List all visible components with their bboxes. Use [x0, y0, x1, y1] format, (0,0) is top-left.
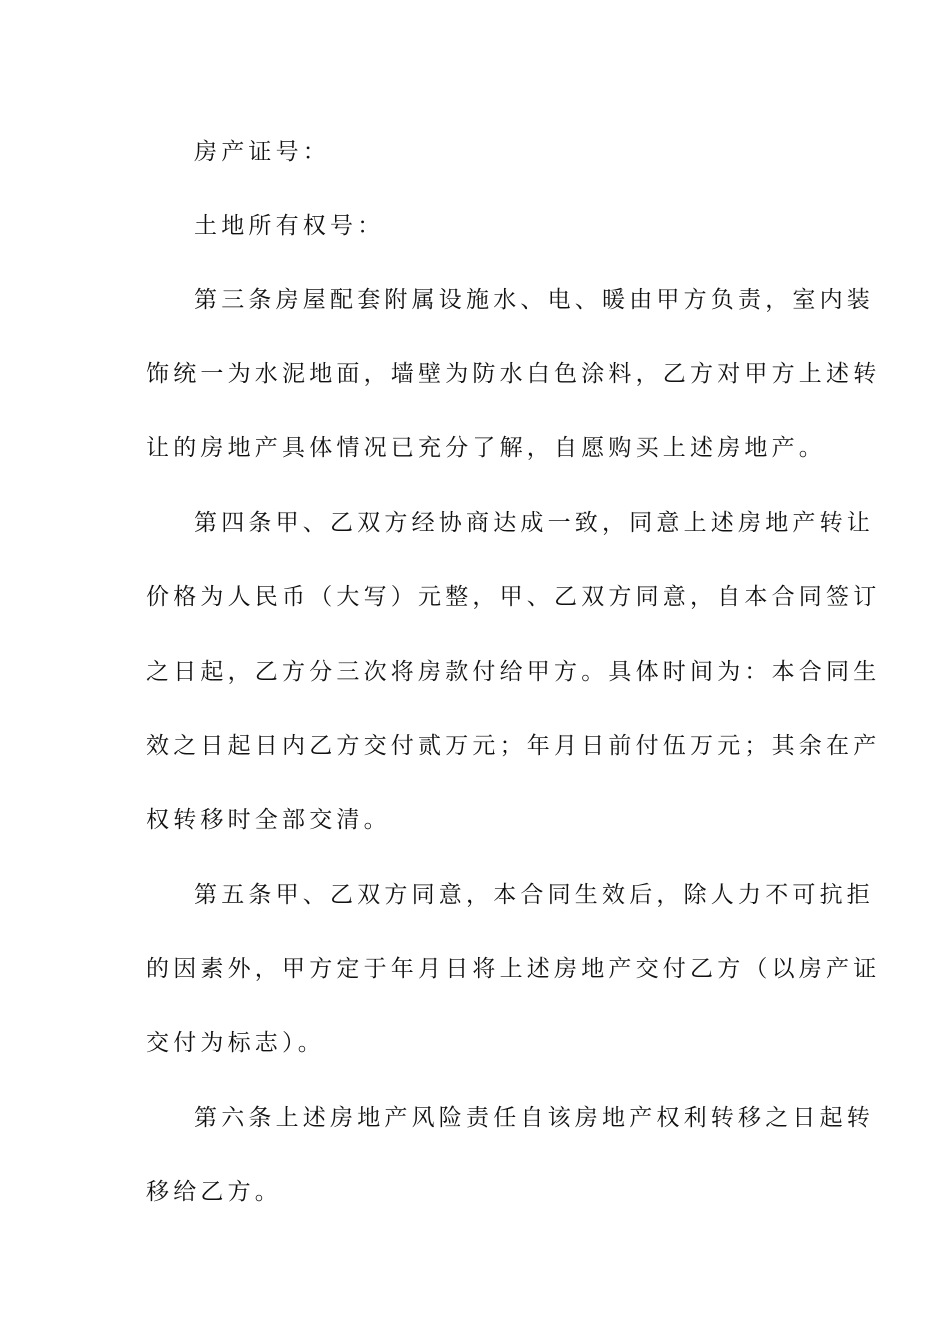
article-4-line-3: 之日起，乙方分三次将房款付给甲方。具体时间为：本合同生: [146, 659, 881, 685]
property-cert-number-line: 房产证号：: [194, 139, 330, 165]
article-5-line-3: 交付为标志）。: [146, 1030, 325, 1056]
article-6-line-1: 第六条上述房地产风险责任自该房地产权利转移之日起转: [194, 1105, 874, 1131]
article-5-line-2: 的因素外，甲方定于年月日将上述房地产交付乙方（以房产证: [146, 956, 881, 982]
article-4-line-4: 效之日起日内乙方交付贰万元；年月日前付伍万元；其余在产: [146, 733, 881, 759]
article-4-line-1: 第四条甲、乙双方经协商达成一致，同意上述房地产转让: [194, 510, 874, 536]
article-3-line-3: 让的房地产具体情况已充分了解，自愿购买上述房地产。: [146, 435, 826, 461]
article-6-line-2: 移给乙方。: [146, 1179, 282, 1205]
article-5-line-1: 第五条甲、乙双方同意，本合同生效后，除人力不可抗拒: [194, 882, 874, 908]
land-ownership-number-line: 土地所有权号：: [194, 213, 385, 239]
article-4-line-5: 权转移时全部交清。: [146, 807, 391, 833]
article-3-line-1: 第三条房屋配套附属设施水、电、暖由甲方负责，室内装: [194, 287, 874, 313]
article-3-line-2: 饰统一为水泥地面，墙壁为防水白色涂料，乙方对甲方上述转: [146, 361, 881, 387]
article-4-line-2: 价格为人民币（大写）元整，甲、乙双方同意，自本合同签订: [146, 584, 881, 610]
